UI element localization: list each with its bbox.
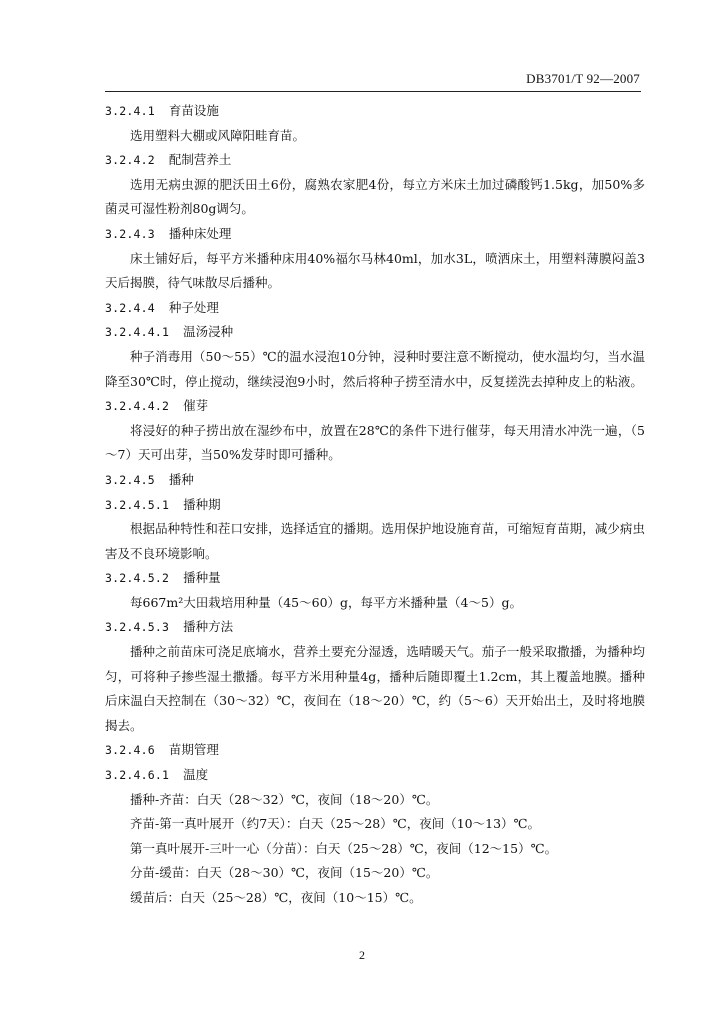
section-heading bbox=[105, 468, 645, 493]
standard-code: DB3701/T 92—2007 bbox=[526, 71, 640, 86]
section-title: 播种方法 bbox=[183, 619, 234, 635]
body-paragraph: 选用塑料大棚或风障阳畦育苗。 bbox=[130, 127, 306, 143]
section-title: 温汤浸种 bbox=[183, 324, 234, 340]
section-heading bbox=[105, 394, 645, 419]
section-heading bbox=[105, 148, 645, 173]
section-heading bbox=[105, 222, 645, 247]
body-paragraph: 分苗-缓苗：白天（28～30）℃，夜间（15～20）℃。 bbox=[130, 865, 439, 881]
body-paragraph: 床土铺好后，每平方米播种床用40%福尔马林40ml，加水3L，喷洒床土，用塑料薄膜闷盖3天后揭膜，待气味散尽后播种。 bbox=[105, 250, 645, 291]
section-heading bbox=[105, 566, 645, 591]
section-number: 3.2.4.6.1 bbox=[105, 768, 170, 783]
section-heading bbox=[105, 763, 645, 788]
body-paragraph: 齐苗-第一真叶展开（约7天）：白天（25～28）℃，夜间（10～13）℃。 bbox=[130, 816, 541, 832]
body-paragraph: 每667m²大田栽培用种量（45～60）g，每平方米播种量（4～5）g。 bbox=[130, 594, 522, 610]
body-paragraph: 缓苗后：白天（25～28）℃，夜间（10～15）℃。 bbox=[130, 890, 422, 905]
body-paragraph: 将浸好的种子捞出放在湿纱布中，放置在28℃的条件下进行催芽，每天用清水冲洗一遍，（5～7）天可出芽，当50%发芽时即可播种。 bbox=[105, 422, 645, 463]
section-heading bbox=[105, 615, 645, 640]
section-number: 3.2.4.5.3 bbox=[105, 620, 170, 635]
section-title: 温度 bbox=[183, 767, 209, 783]
section-number: 3.2.4.5.1 bbox=[105, 497, 170, 512]
section-number: 3.2.4.6 bbox=[105, 743, 155, 758]
body-paragraph: 选用无病虫源的肥沃田土6份，腐熟农家肥4份，每立方米床土加过磷酸钙1.5kg，加50%多菌灵可湿性粉剂80g调匀。 bbox=[105, 176, 645, 217]
section-heading bbox=[105, 493, 645, 518]
body-paragraph: 播种-齐苗：白天（28～32）℃，夜间（18～20）℃。 bbox=[130, 791, 439, 807]
section-title: 播种床处理 bbox=[168, 225, 232, 241]
body-paragraph: 根据品种特性和茬口安排，选择适宜的播期。选用保护地设施育苗，可缩短育苗期，减少病虫害及不良环境影响。 bbox=[105, 521, 645, 561]
section-title: 育苗设施 bbox=[168, 103, 219, 118]
section-title: 种子处理 bbox=[168, 299, 219, 315]
section-number: 3.2.4.5 bbox=[105, 472, 155, 487]
section-heading bbox=[105, 738, 645, 763]
section-title: 播种 bbox=[168, 471, 194, 487]
section-title: 催芽 bbox=[183, 398, 209, 414]
section-heading bbox=[105, 99, 645, 124]
section-number: 3.2.4.4 bbox=[105, 300, 155, 315]
section-heading bbox=[105, 296, 645, 321]
section-number: 3.2.4.5.2 bbox=[105, 571, 170, 586]
body-paragraph: 播种之前苗床可浇足底墒水，营养土要充分湿透，选晴暖天气。茄子一般采取撒播，为播种均匀，可将种子掺些湿土撒播。每平方米用种量4g，播种后随即覆土1.2cm，其上覆盖地膜。播种后床温白天控制在（30～32）℃，夜间在（18～20）℃，约（5～6）天开始出土，及时将地膜揭去。 bbox=[105, 644, 645, 733]
section-number: 3.2.4.1 bbox=[105, 104, 155, 118]
section-title: 配制营养土 bbox=[168, 152, 232, 168]
page-number: 2 bbox=[359, 948, 365, 962]
section-number: 3.2.4.2 bbox=[105, 153, 155, 168]
section-title: 播种期 bbox=[183, 496, 221, 512]
section-number: 3.2.4.3 bbox=[105, 226, 155, 241]
section-heading bbox=[105, 320, 645, 345]
section-title: 播种量 bbox=[183, 570, 221, 586]
header-rule bbox=[105, 91, 641, 92]
section-number: 3.2.4.4.1 bbox=[105, 325, 170, 340]
document-body bbox=[105, 99, 645, 911]
section-number: 3.2.4.4.2 bbox=[105, 399, 170, 414]
body-paragraph: 种子消毒用（50～55）℃的温水浸泡10分钟，浸种时要注意不断搅动，使水温均匀，当水温降至30℃时，停止搅动，继续浸泡9小时，然后将种子捞至清水中，反复搓洗去掉种皮上的粘液。 bbox=[105, 348, 645, 389]
section-title: 苗期管理 bbox=[168, 742, 219, 758]
body-paragraph: 第一真叶展开-三叶一心（分苗）：白天（25～28）℃，夜间（12～15）℃。 bbox=[130, 840, 558, 856]
